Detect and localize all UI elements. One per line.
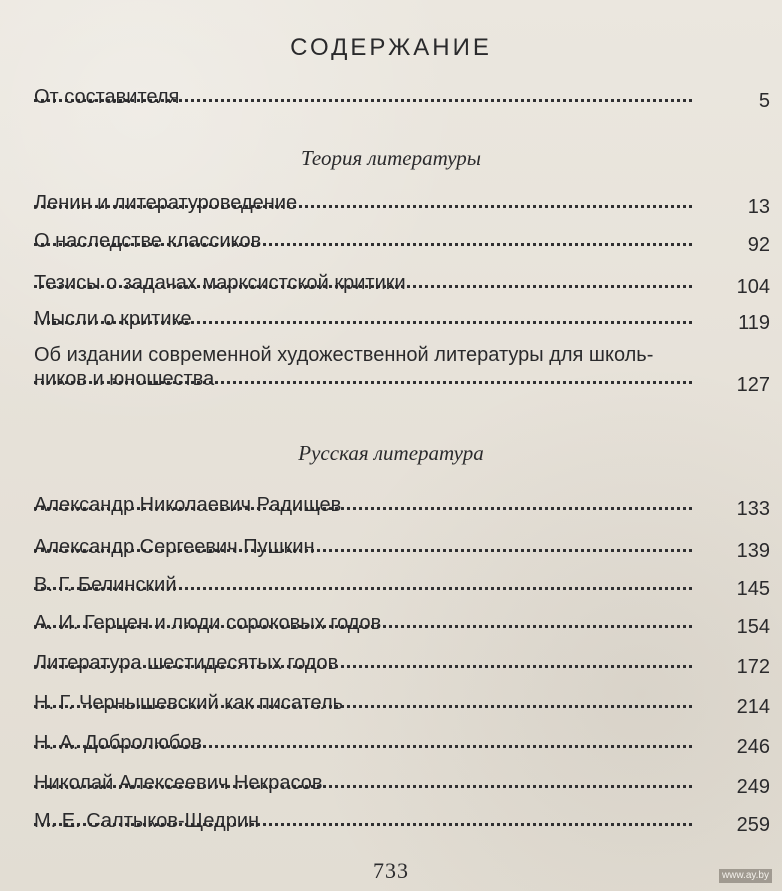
toc-page-number: 13 xyxy=(747,196,770,218)
toc-page-number: 133 xyxy=(736,498,770,520)
toc-entry-title-second-line: ников и юношества xyxy=(34,368,215,390)
toc-entry-russian-9 xyxy=(34,808,770,838)
toc-entry-line-second xyxy=(34,366,770,392)
toc-entry-title: Николай Алексеевич Некрасов xyxy=(34,772,323,794)
toc-entry-theory-5 xyxy=(34,342,770,398)
toc-entry-title: От составителя xyxy=(34,86,180,108)
toc-entry-line xyxy=(34,84,770,110)
toc-page-number: 259 xyxy=(736,814,770,836)
toc-entry-russian-1 xyxy=(34,492,770,522)
toc-entry-title-first-line: Об издании современной художественной литературы для школь- xyxy=(34,344,654,366)
toc-entry-title: Александр Николаевич Радищев xyxy=(34,494,342,516)
toc-entry-line xyxy=(34,808,770,834)
toc-entry-line-first xyxy=(34,342,770,368)
toc-page-number: 145 xyxy=(736,578,770,600)
toc-entry-russian-4 xyxy=(34,610,770,640)
toc-entry-title: Н. Г. Чернышевский как писатель xyxy=(34,692,344,714)
toc-entry-line xyxy=(34,730,770,756)
page-number-footer: 733 xyxy=(373,858,409,883)
toc-page-number: 119 xyxy=(738,312,770,334)
toc-entry-title: Ленин и литературоведение xyxy=(34,192,298,214)
toc-entry-russian-5 xyxy=(34,650,770,680)
toc-entry-line xyxy=(34,572,770,598)
toc-entry-russian-3 xyxy=(34,572,770,602)
toc-entry-theory-1 xyxy=(34,190,770,220)
toc-entry-line xyxy=(34,492,770,518)
toc-entry-title: Литература шестидесятых годов xyxy=(34,652,339,674)
section-heading-russian: Русская литература xyxy=(298,441,484,465)
toc-entry-line xyxy=(34,770,770,796)
toc-entry-theory-3 xyxy=(34,270,770,300)
page-title: СОДЕРЖАНИЕ xyxy=(290,34,492,61)
section-heading-theory: Теория литературы xyxy=(300,146,482,170)
toc-page-number: 127 xyxy=(736,374,770,396)
toc-entry-theory-2 xyxy=(34,228,770,258)
toc-entry-line xyxy=(34,270,770,296)
toc-entry-line xyxy=(34,306,770,332)
toc-page-number: 5 xyxy=(758,90,770,112)
toc-entry-line xyxy=(34,690,770,716)
toc-entry-intro xyxy=(34,84,770,114)
toc-entry-line xyxy=(34,190,770,216)
toc-entry-russian-2 xyxy=(34,534,770,564)
watermark-text: www.ay.by xyxy=(719,869,772,883)
toc-entry-russian-8 xyxy=(34,770,770,800)
toc-entry-line xyxy=(34,228,770,254)
toc-entry-title: Александр Сергеевич Пушкин xyxy=(34,536,315,558)
toc-entry-russian-6 xyxy=(34,690,770,720)
toc-entry-russian-7 xyxy=(34,730,770,760)
toc-page-number: 249 xyxy=(736,776,770,798)
toc-entry-title: В. Г. Белинский xyxy=(34,574,177,596)
toc-page-number: 154 xyxy=(736,616,770,638)
toc-page-number: 92 xyxy=(747,234,770,256)
toc-entry-line xyxy=(34,610,770,636)
toc-entry-line xyxy=(34,534,770,560)
toc-page-number: 246 xyxy=(736,736,770,758)
toc-entry-title: Н. А. Добролюбов xyxy=(34,732,203,754)
toc-entry-line xyxy=(34,650,770,676)
toc-entry-title: Тезисы о задачах марксистской критики xyxy=(34,272,406,294)
toc-page-number: 104 xyxy=(736,276,770,298)
toc-page-number: 214 xyxy=(736,696,770,718)
toc-entry-title: А. И. Герцен и люди сороковых годов xyxy=(34,612,382,634)
toc-entry-title: М. Е. Салтыков-Щедрин xyxy=(34,810,260,832)
toc-entry-title: О наследстве классиков xyxy=(34,230,262,252)
toc-page-number: 139 xyxy=(736,540,770,562)
toc-entry-title: Мысли о критике xyxy=(34,308,192,330)
toc-entry-theory-4 xyxy=(34,306,770,336)
toc-page-number: 172 xyxy=(736,656,770,678)
